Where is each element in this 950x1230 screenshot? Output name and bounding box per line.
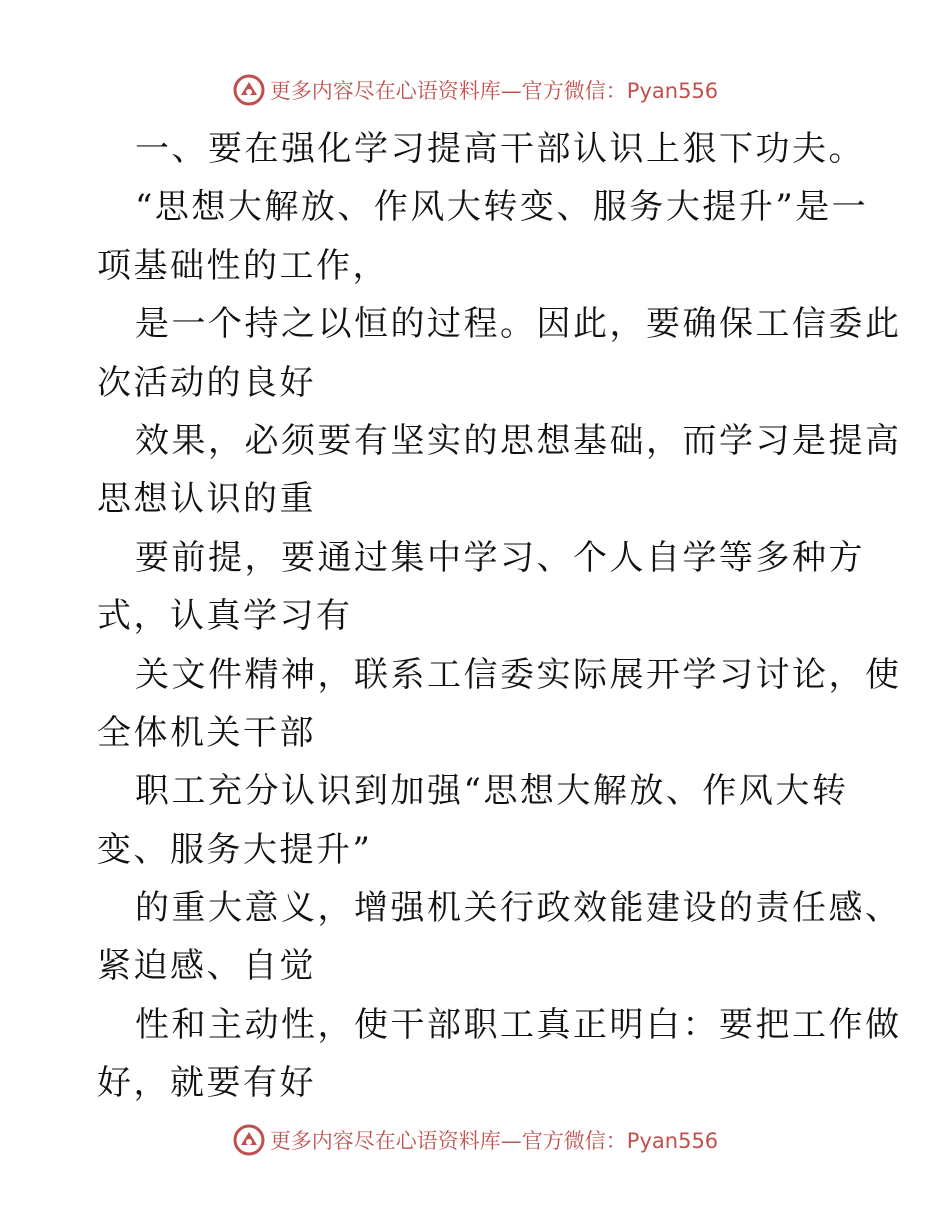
footer-banner-text: 更多内容尽在心语资料库—官方微信：Pyan556: [269, 1129, 719, 1153]
body-line: 一、要在强化学习提高干部认识上狠下功夫。: [135, 129, 865, 169]
red-circle-logo-icon: [232, 73, 266, 107]
body-line: 效果，必须要有坚实的思想基础，而学习是提高: [135, 420, 902, 461]
body-line: 性和主动性，使干部职工真正明白：要把工作做: [135, 1004, 902, 1045]
body-line: 关文件精神，联系工信委实际展开学习讨论，使: [135, 654, 902, 695]
body-line: 是一个持之以恒的过程。因此，要确保工信委此: [135, 304, 902, 345]
body-line: “思想大解放、作风大转变、服务大提升”是一: [135, 187, 869, 228]
body-line: 全体机关干部: [97, 712, 316, 753]
body-line: 好，就要有好: [97, 1063, 316, 1104]
footer-banner: [0, 1120, 950, 1160]
header-banner: [0, 70, 950, 110]
red-circle-logo-icon: [232, 1123, 266, 1157]
body-line: 思想认识的重: [97, 479, 316, 520]
body-line: 式，认真学习有: [97, 596, 353, 637]
body-line: 职工充分认识到加强“思想大解放、作风大转: [135, 771, 849, 812]
document-body: [97, 120, 902, 1113]
header-banner-text: 更多内容尽在心语资料库—官方微信：Pyan556: [269, 79, 719, 103]
body-line: 的重大意义，增强机关行政效能建设的责任感、: [135, 888, 902, 929]
body-line: 次活动的良好: [97, 362, 316, 403]
body-line: 项基础性的工作，: [97, 245, 389, 286]
body-line: 变、服务大提升”: [97, 829, 373, 870]
body-line: 紧迫感、自觉: [97, 946, 316, 987]
body-line: 要前提，要通过集中学习、个人自学等多种方: [135, 537, 865, 578]
